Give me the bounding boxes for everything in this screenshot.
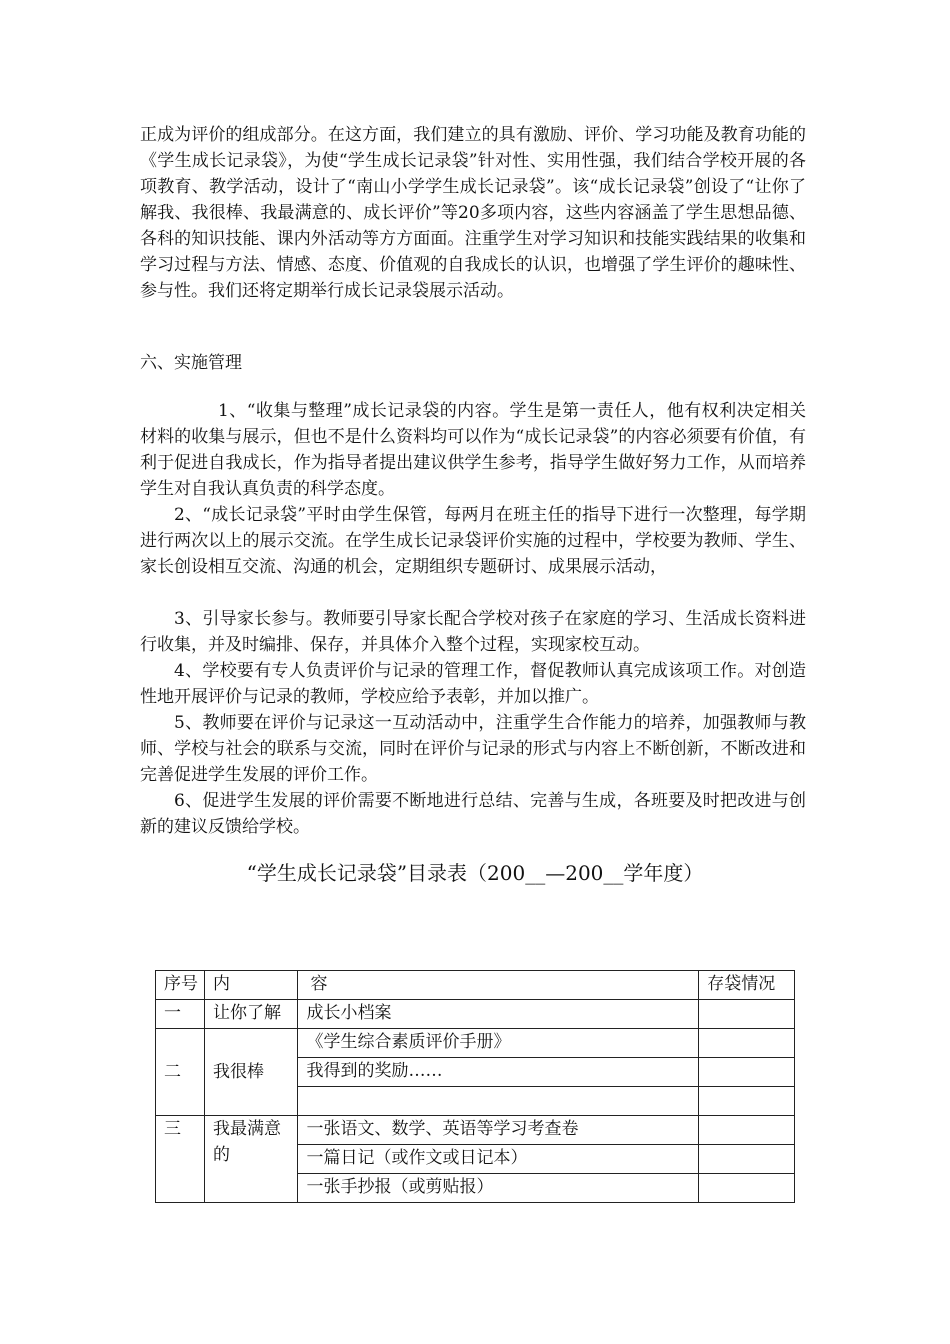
row-status xyxy=(699,1000,795,1029)
row-status xyxy=(699,1174,795,1203)
row-no: 一 xyxy=(156,1000,205,1029)
row-status xyxy=(699,1087,795,1116)
item-1-paragraph: 1、“收集与整理”成长记录袋的内容。学生是第一责任人，他有权利决定相关材料的收集与展示，但也不是什么资料均可以作为“成长记录袋”的内容必须要有价值，有利于促进自我成长，作为指导者提出建议供学生参考，指导学生做好努力工作，从而培养学生对自我认真负责的科学态度。 xyxy=(140,401,806,499)
row-category: 我最满意的 xyxy=(204,1116,298,1203)
item-5-paragraph: 5、教师要在评价与记录这一互动活动中，注重学生合作能力的培养，加强教师与教师、学校与社会的联系与交流，同时在评价与记录的形式与内容上不断创新，不断改进和完善促进学生发展的评价工作。 xyxy=(140,713,806,785)
item-4-paragraph: 4、学校要有专人负责评价与记录的管理工作，督促教师认真完成该项工作。对创造性地开展评价与记录的教师，学校应给予表彰，并加以推广。 xyxy=(140,661,806,707)
row-item xyxy=(298,1087,699,1116)
table-row xyxy=(156,1116,795,1145)
intro-paragraph: 正成为评价的组成部分。在这方面，我们建立的具有激励、评价、学习功能及教育功能的《学生成长记录袋》，为使“学生成长记录袋”针对性、实用性强，我们结合学校开展的各项教育、教学活动，设计了“南山小学学生成长记录袋”。该“成长记录袋”创设了“让你了解我、我很棒、我最满意的、成长评价”等20多项内容，这些内容涵盖了学生思想品德、各科的知识技能、课内外活动等方方面面。注重学生对学习知识和技能实践结果的收集和学习过程与方法、情感、态度、价值观的自我成长的认识，也增强了学生评价的趣味性、参与性。我们还将定期举行成长记录袋展示活动。 xyxy=(140,125,806,301)
table-row xyxy=(156,1000,795,1029)
row-item: 一张语文、数学、英语等学习考查卷 xyxy=(298,1116,699,1145)
item-6-paragraph: 6、促进学生发展的评价需要不断地进行总结、完善与生成，各班要及时把改进与创新的建议反馈给学校。 xyxy=(140,791,806,837)
row-status xyxy=(699,1058,795,1087)
row-no: 二 xyxy=(156,1029,205,1116)
item-3-paragraph: 3、引导家长参与。教师要引导家长配合学校对孩子在家庭的学习、生活成长资料进行收集，并及时编排、保存，并具体介入整个过程，实现家校互动。 xyxy=(140,609,806,655)
table-header-row xyxy=(156,971,795,1000)
row-item: 一篇日记（或作文或日记本） xyxy=(298,1145,699,1174)
section-heading: 六、实施管理 xyxy=(140,353,242,373)
directory-table xyxy=(155,970,795,1203)
row-item: 我得到的奖励…… xyxy=(298,1058,699,1087)
row-status xyxy=(699,1145,795,1174)
header-content-right: 容 xyxy=(298,971,699,1000)
row-status xyxy=(699,1029,795,1058)
header-no: 序号 xyxy=(156,971,205,1000)
header-content-left: 内 xyxy=(204,971,298,1000)
row-category: 我很棒 xyxy=(204,1029,298,1116)
row-no: 三 xyxy=(156,1116,205,1203)
row-item: 成长小档案 xyxy=(298,1000,699,1029)
row-item: 《学生综合素质评价手册》 xyxy=(298,1029,699,1058)
header-status: 存袋情况 xyxy=(699,971,795,1000)
table-row xyxy=(156,1029,795,1058)
row-status xyxy=(699,1116,795,1145)
row-category: 让你了解 xyxy=(204,1000,298,1029)
row-item: 一张手抄报（或剪贴报） xyxy=(298,1174,699,1203)
table-title: “学生成长记录袋”目录表（200__—200__学年度） xyxy=(246,861,704,885)
item-2-paragraph: 2、“成长记录袋”平时由学生保管，每两月在班主任的指导下进行一次整理，每学期进行两次以上的展示交流。在学生成长记录袋评价实施的过程中，学校要为教师、学生、家长创设相互交流、沟通的机会，定期组织专题研讨、成果展示活动， xyxy=(140,505,806,577)
